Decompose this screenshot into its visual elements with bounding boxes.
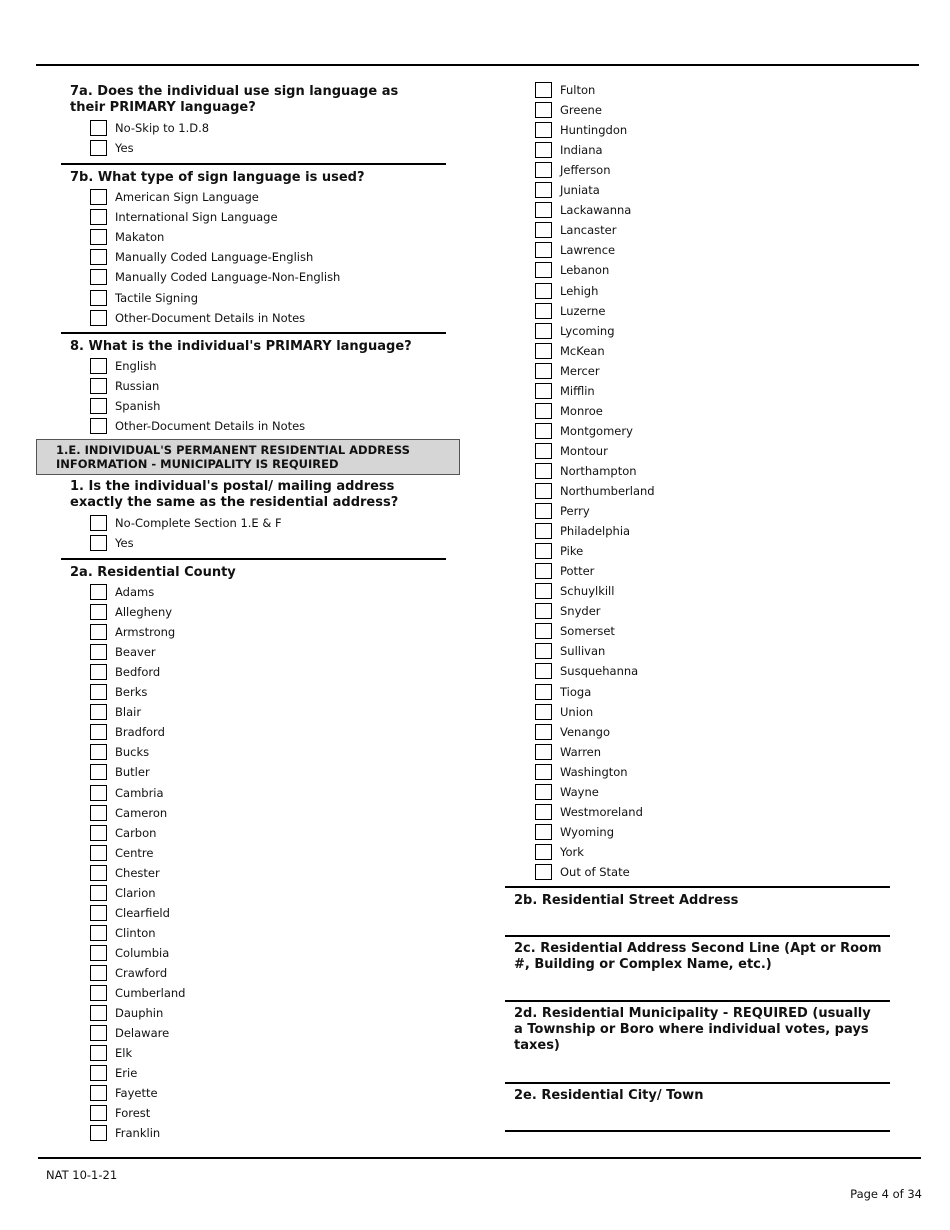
page-number: Page 4 of 34 xyxy=(850,1187,922,1201)
checkbox[interactable] xyxy=(90,378,107,394)
option-row[interactable] xyxy=(90,187,259,207)
option-row[interactable] xyxy=(535,80,595,100)
checkbox[interactable] xyxy=(90,398,107,414)
option-row[interactable] xyxy=(535,260,609,280)
option-row[interactable] xyxy=(535,441,608,461)
checkbox[interactable] xyxy=(535,764,552,780)
checkbox[interactable] xyxy=(90,358,107,374)
option-row[interactable] xyxy=(535,180,600,200)
option-row[interactable] xyxy=(535,581,614,601)
checkbox[interactable] xyxy=(535,824,552,840)
checkbox[interactable] xyxy=(535,383,552,399)
option-label: Lycoming xyxy=(560,323,615,338)
checkbox[interactable] xyxy=(90,1065,107,1081)
option-row[interactable] xyxy=(535,561,594,581)
option-label: Lawrence xyxy=(560,243,616,258)
checkbox[interactable] xyxy=(90,120,107,136)
checkbox[interactable] xyxy=(535,343,552,359)
option-row[interactable] xyxy=(90,513,282,533)
option-label: Mercer xyxy=(560,363,600,378)
checkbox[interactable] xyxy=(90,535,107,551)
option-row[interactable] xyxy=(90,702,141,722)
bottom-rule xyxy=(38,1157,921,1159)
checkbox[interactable] xyxy=(535,724,552,740)
checkbox[interactable] xyxy=(90,1085,107,1101)
question-8-title: 8. What is the individual's PRIMARY language? xyxy=(70,339,412,354)
option-label: Fulton xyxy=(560,83,596,97)
checkbox[interactable] xyxy=(535,262,552,278)
option-label: Huntingdon xyxy=(560,123,628,138)
checkbox[interactable] xyxy=(90,624,107,640)
checkbox[interactable] xyxy=(535,122,552,138)
checkbox[interactable] xyxy=(90,664,107,680)
checkbox[interactable] xyxy=(90,1125,107,1141)
option-label: Clarion xyxy=(115,885,156,900)
checkbox[interactable] xyxy=(90,684,107,700)
checkbox[interactable] xyxy=(535,142,552,158)
option-label: Jefferson xyxy=(560,163,611,178)
option-row[interactable] xyxy=(90,1043,132,1063)
option-label: Tactile Signing xyxy=(115,290,198,305)
checkbox[interactable] xyxy=(535,82,552,98)
option-row[interactable] xyxy=(90,247,313,267)
question-2b-title: 2b. Residential Street Address xyxy=(514,893,739,908)
option-row[interactable] xyxy=(90,923,156,943)
checkbox[interactable] xyxy=(90,269,107,285)
checkbox[interactable] xyxy=(90,249,107,265)
option-row[interactable] xyxy=(90,533,134,553)
checkbox[interactable] xyxy=(535,242,552,258)
option-row[interactable] xyxy=(90,118,209,138)
option-label: Erie xyxy=(115,1066,138,1081)
checkbox[interactable] xyxy=(535,684,552,700)
option-label: Venango xyxy=(560,724,611,739)
divider xyxy=(61,332,446,334)
option-label: International Sign Language xyxy=(115,210,278,225)
option-row[interactable] xyxy=(535,421,633,441)
option-label: Schuylkill xyxy=(560,584,615,599)
option-row[interactable] xyxy=(535,682,591,702)
option-row[interactable] xyxy=(535,521,630,541)
option-label: Monroe xyxy=(560,403,603,418)
option-label: Lackawanna xyxy=(560,203,632,218)
option-label: Adams xyxy=(115,585,155,599)
option-label: Centre xyxy=(115,845,154,860)
option-row[interactable] xyxy=(535,702,593,722)
option-row[interactable] xyxy=(535,541,583,561)
option-label: Union xyxy=(560,704,594,719)
checkbox[interactable] xyxy=(90,209,107,225)
checkbox[interactable] xyxy=(535,403,552,419)
option-row[interactable] xyxy=(535,621,615,641)
option-row[interactable] xyxy=(90,843,153,863)
option-label: Lancaster xyxy=(560,223,617,238)
option-label: Perry xyxy=(560,504,590,519)
option-row[interactable] xyxy=(90,803,167,823)
option-label: Potter xyxy=(560,564,595,579)
option-row[interactable] xyxy=(90,823,156,843)
checkbox[interactable] xyxy=(535,603,552,619)
option-row[interactable] xyxy=(535,401,603,421)
option-label: Northampton xyxy=(560,463,637,478)
option-row[interactable] xyxy=(535,722,610,742)
option-label: Warren xyxy=(560,744,602,759)
form-id: NAT 10-1-21 xyxy=(46,1168,118,1182)
option-label: American Sign Language xyxy=(115,190,259,204)
option-label: Yes xyxy=(115,536,134,551)
option-label: Cumberland xyxy=(115,986,186,1000)
option-row[interactable] xyxy=(535,240,615,260)
option-label: Washington xyxy=(560,764,628,779)
checkbox[interactable] xyxy=(535,162,552,178)
option-label: Sullivan xyxy=(560,644,606,659)
option-label: Other-Document Details in Notes xyxy=(115,419,306,434)
option-label: Manually Coded Language-Non-English xyxy=(115,270,341,285)
checkbox[interactable] xyxy=(535,323,552,339)
checkbox[interactable] xyxy=(535,623,552,639)
checkbox[interactable] xyxy=(535,864,552,880)
checkbox[interactable] xyxy=(90,704,107,720)
top-rule xyxy=(36,64,919,66)
option-label: Berks xyxy=(115,685,148,700)
option-row[interactable] xyxy=(535,802,643,822)
option-label: Elk xyxy=(115,1046,133,1061)
option-label: Forest xyxy=(115,1106,151,1121)
option-row[interactable] xyxy=(535,481,655,501)
option-label: Delaware xyxy=(115,1026,170,1041)
checkbox[interactable] xyxy=(535,303,552,319)
option-label: Philadelphia xyxy=(560,524,631,539)
option-label: Fayette xyxy=(115,1086,158,1101)
option-label: Carbon xyxy=(115,825,157,840)
option-label: Susquehanna xyxy=(560,664,639,679)
checkbox[interactable] xyxy=(90,925,107,941)
option-row[interactable] xyxy=(535,140,603,160)
option-row[interactable] xyxy=(90,963,167,983)
checkbox[interactable] xyxy=(90,418,107,434)
question-7a-title: 7a. Does the individual use sign language as their PRIMARY language? xyxy=(70,84,399,115)
option-label: Beaver xyxy=(115,645,156,660)
option-label: Franklin xyxy=(115,1126,161,1141)
option-row[interactable] xyxy=(90,682,147,702)
checkbox[interactable] xyxy=(90,189,107,205)
option-label: Bucks xyxy=(115,745,150,760)
checkbox[interactable] xyxy=(535,583,552,599)
option-row[interactable] xyxy=(535,822,614,842)
checkbox[interactable] xyxy=(535,443,552,459)
divider xyxy=(505,886,890,888)
option-label: Blair xyxy=(115,705,142,720)
question-1-title: 1. Is the individual's postal/ mailing address exactly the same as the residential address? xyxy=(70,479,399,510)
option-row[interactable] xyxy=(90,762,150,782)
option-label: Makaton xyxy=(115,230,165,245)
checkbox[interactable] xyxy=(535,222,552,238)
option-row[interactable] xyxy=(535,661,638,681)
checkbox[interactable] xyxy=(90,1005,107,1021)
option-row[interactable] xyxy=(90,943,169,963)
checkbox[interactable] xyxy=(90,845,107,861)
checkbox[interactable] xyxy=(90,1105,107,1121)
option-row[interactable] xyxy=(90,1103,150,1123)
option-row[interactable] xyxy=(535,461,637,481)
checkbox[interactable] xyxy=(535,463,552,479)
option-label: Armstrong xyxy=(115,625,176,640)
checkbox[interactable] xyxy=(535,804,552,820)
option-row[interactable] xyxy=(90,376,159,396)
option-label: Chester xyxy=(115,865,160,880)
option-row[interactable] xyxy=(535,742,601,762)
option-row[interactable] xyxy=(90,227,164,247)
option-label: Other-Document Details in Notes xyxy=(115,310,306,325)
option-label: Juniata xyxy=(560,183,600,198)
option-label: Crawford xyxy=(115,965,168,980)
checkbox[interactable] xyxy=(90,764,107,780)
option-row[interactable] xyxy=(535,601,601,621)
divider xyxy=(61,163,446,165)
section-1e-header: 1.E. INDIVIDUAL'S PERMANENT RESIDENTIAL ADDRESS INFORMATION - MUNICIPALITY IS REQUIRED xyxy=(36,439,460,475)
checkbox[interactable] xyxy=(90,724,107,740)
option-row[interactable] xyxy=(90,582,154,602)
option-row[interactable] xyxy=(535,381,595,401)
option-row[interactable] xyxy=(90,622,175,642)
divider xyxy=(505,1130,890,1132)
option-row[interactable] xyxy=(90,903,170,923)
option-label: Butler xyxy=(115,765,150,780)
option-label: Montgomery xyxy=(560,423,633,438)
option-label: Northumberland xyxy=(560,484,655,498)
checkbox[interactable] xyxy=(535,182,552,198)
option-row[interactable] xyxy=(535,200,631,220)
question-7b-title: 7b. What type of sign language is used? xyxy=(70,170,365,185)
option-row[interactable] xyxy=(535,220,616,240)
checkbox[interactable] xyxy=(90,290,107,306)
option-label: English xyxy=(115,359,157,373)
option-label: Wyoming xyxy=(560,824,614,839)
option-label: Out of State xyxy=(560,864,630,879)
question-2a-title: 2a. Residential County xyxy=(70,565,236,580)
checkbox[interactable] xyxy=(90,965,107,981)
option-row[interactable] xyxy=(90,138,134,158)
checkbox[interactable] xyxy=(535,363,552,379)
question-2d-title: 2d. Residential Municipality - REQUIRED (usually a Township or Boro where individual votes, pays taxes) xyxy=(514,1006,871,1053)
checkbox[interactable] xyxy=(90,229,107,245)
option-label: Cambria xyxy=(115,785,164,800)
checkbox[interactable] xyxy=(535,503,552,519)
option-row[interactable] xyxy=(90,863,160,883)
option-row[interactable] xyxy=(90,1023,169,1043)
checkbox[interactable] xyxy=(535,202,552,218)
option-row[interactable] xyxy=(535,100,602,120)
option-row[interactable] xyxy=(90,662,160,682)
option-label: Wayne xyxy=(560,784,599,799)
checkbox[interactable] xyxy=(90,310,107,326)
option-row[interactable] xyxy=(90,722,165,742)
divider xyxy=(505,935,890,937)
option-label: Cameron xyxy=(115,805,168,820)
checkbox[interactable] xyxy=(90,785,107,801)
checkbox[interactable] xyxy=(535,102,552,118)
option-label: Clinton xyxy=(115,925,156,940)
option-row[interactable] xyxy=(535,501,590,521)
checkbox[interactable] xyxy=(90,905,107,921)
option-row[interactable] xyxy=(90,267,340,287)
checkbox[interactable] xyxy=(535,784,552,800)
option-row[interactable] xyxy=(535,341,605,361)
checkbox[interactable] xyxy=(90,604,107,620)
checkbox[interactable] xyxy=(535,423,552,439)
option-label: McKean xyxy=(560,343,605,358)
option-row[interactable] xyxy=(90,983,185,1003)
option-label: Indiana xyxy=(560,143,603,158)
checkbox[interactable] xyxy=(535,523,552,539)
divider xyxy=(505,1000,890,1002)
option-row[interactable] xyxy=(90,783,164,803)
checkbox[interactable] xyxy=(90,805,107,821)
option-label: Greene xyxy=(560,103,602,118)
checkbox[interactable] xyxy=(535,844,552,860)
option-label: Columbia xyxy=(115,945,170,960)
option-row[interactable] xyxy=(90,1063,137,1083)
checkbox[interactable] xyxy=(90,1045,107,1061)
option-row[interactable] xyxy=(535,321,615,341)
option-row[interactable] xyxy=(90,288,198,308)
option-label: Clearfield xyxy=(115,905,170,920)
option-label: Dauphin xyxy=(115,1006,164,1021)
option-row[interactable] xyxy=(90,1123,160,1143)
option-row[interactable] xyxy=(535,862,630,882)
option-label: Pike xyxy=(560,544,584,559)
checkbox[interactable] xyxy=(90,140,107,156)
option-row[interactable] xyxy=(535,782,599,802)
checkbox[interactable] xyxy=(535,643,552,659)
option-row[interactable] xyxy=(535,120,627,140)
option-row[interactable] xyxy=(535,361,600,381)
checkbox[interactable] xyxy=(90,644,107,660)
option-row[interactable] xyxy=(90,602,172,622)
option-row[interactable] xyxy=(90,396,160,416)
option-label: Bradford xyxy=(115,725,165,740)
option-row[interactable] xyxy=(535,301,606,321)
option-label: No-Complete Section 1.E & F xyxy=(115,516,282,530)
checkbox[interactable] xyxy=(90,825,107,841)
checkbox[interactable] xyxy=(90,1025,107,1041)
option-label: Lehigh xyxy=(560,283,599,298)
checkbox[interactable] xyxy=(90,945,107,961)
option-label: Yes xyxy=(115,141,134,156)
option-row[interactable] xyxy=(535,160,611,180)
option-label: Bedford xyxy=(115,665,161,680)
option-row[interactable] xyxy=(535,762,628,782)
checkbox[interactable] xyxy=(90,885,107,901)
option-label: Lebanon xyxy=(560,263,610,278)
option-label: Montour xyxy=(560,443,608,458)
option-row[interactable] xyxy=(90,742,149,762)
option-row[interactable] xyxy=(90,356,157,376)
option-row[interactable] xyxy=(90,883,156,903)
question-2c-title: 2c. Residential Address Second Line (Apt or Room #, Building or Complex Name, etc.) xyxy=(514,941,882,972)
checkbox[interactable] xyxy=(535,543,552,559)
option-label: Allegheny xyxy=(115,605,173,620)
option-label: Luzerne xyxy=(560,303,606,318)
checkbox[interactable] xyxy=(90,985,107,1001)
option-row[interactable] xyxy=(90,416,305,436)
option-label: Spanish xyxy=(115,399,161,414)
checkbox[interactable] xyxy=(535,563,552,579)
checkbox[interactable] xyxy=(535,483,552,499)
checkbox[interactable] xyxy=(535,704,552,720)
option-label: Somerset xyxy=(560,624,615,639)
checkbox[interactable] xyxy=(535,663,552,679)
option-label: Snyder xyxy=(560,604,601,619)
option-label: Russian xyxy=(115,379,160,394)
option-label: Tioga xyxy=(560,684,592,699)
checkbox[interactable] xyxy=(90,584,107,600)
divider xyxy=(505,1082,890,1084)
option-row[interactable] xyxy=(90,1003,163,1023)
checkbox[interactable] xyxy=(90,744,107,760)
option-row[interactable] xyxy=(90,1083,158,1103)
question-2e-title: 2e. Residential City/ Town xyxy=(514,1088,704,1103)
option-row[interactable] xyxy=(90,308,305,328)
divider xyxy=(61,558,446,560)
option-label: Manually Coded Language-English xyxy=(115,250,314,265)
option-label: No-Skip to 1.D.8 xyxy=(115,121,210,135)
option-row[interactable] xyxy=(535,281,598,301)
option-row[interactable] xyxy=(90,207,278,227)
option-row[interactable] xyxy=(90,642,156,662)
option-label: Mifflin xyxy=(560,383,595,398)
checkbox[interactable] xyxy=(90,515,107,531)
option-label: York xyxy=(560,844,584,859)
option-label: Westmoreland xyxy=(560,804,643,819)
option-row[interactable] xyxy=(535,641,605,661)
checkbox[interactable] xyxy=(90,865,107,881)
checkbox[interactable] xyxy=(535,744,552,760)
option-row[interactable] xyxy=(535,842,584,862)
checkbox[interactable] xyxy=(535,283,552,299)
